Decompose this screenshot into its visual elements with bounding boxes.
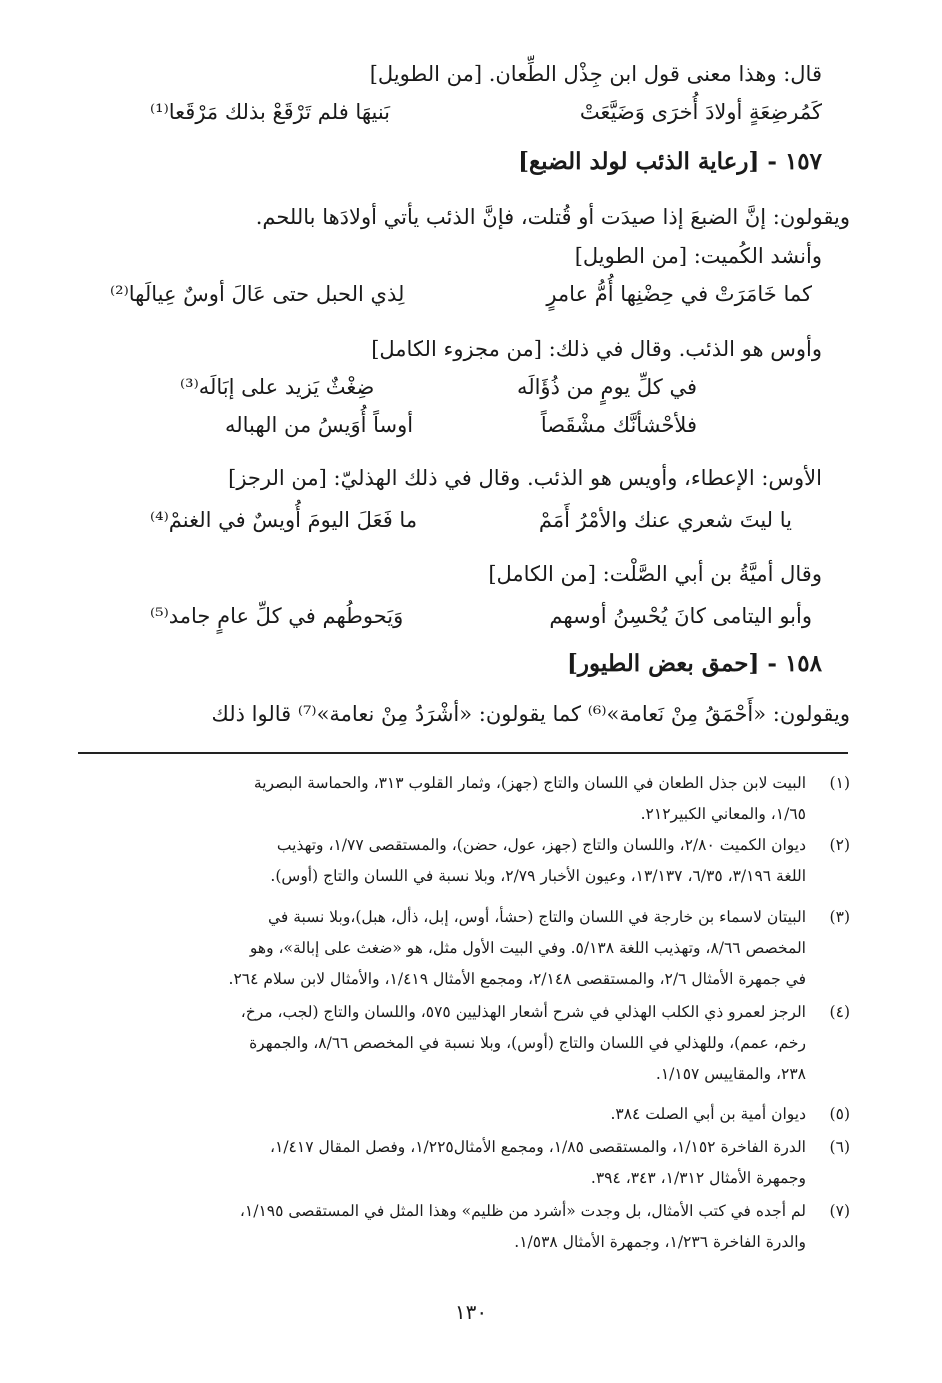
footnote-text-line: ١/٦٥، والمعاني الكبير٢١٢.	[640, 805, 806, 823]
footnote-text-line: الدرة الفاخرة ١/١٥٢، والمستقصى ١/٨٥، ومجمع الأمثال١/٢٢٥، وفصل المقال ١/٤١٧،	[269, 1138, 806, 1156]
section-158-title: ١٥٨ - [حمق بعض الطيور]	[567, 650, 822, 677]
footnote-text-line: البيتان لاسماء بن خارجة في اللسان والتاج (حشأ، أوس، إبل، ذأل، هبل)،وبلا نسبة في	[267, 908, 806, 926]
paragraph-5: ويقولون: «أَحْمَقُ مِنْ نَعامة»⁽⁶⁾ كما يقولون: «أشْرَدُ مِنْ نعامة»⁽⁷⁾ قالوا ذلك	[211, 702, 850, 726]
paragraph-2: وأوس هو الذئب. وقال في ذلك: [من مجزوء الكامل]	[371, 337, 822, 361]
footnote-number: (٥)	[829, 1105, 850, 1123]
verse-6-hemistich-a: وأبو اليتامى كانَ يُحْسِنُ أوسهم	[549, 604, 812, 628]
footnote-text-line: والدرة الفاخرة ١/٢٣٦، وجمهرة الأمثال ١/٥٣٨.	[514, 1233, 806, 1251]
footnote-text-line: اللغة ٣/١٩٦، ٦/٣٥، ١٣/١٣٧، وعيون الأخبار ٢/٧٩، وبلا نسبة في اللسان والتاج (أوس).	[270, 867, 806, 885]
footnote	[78, 1099, 850, 1130]
footnote-divider	[78, 752, 848, 754]
footnote	[78, 997, 850, 1090]
footnote-text-line: البيت لابن جذل الطعان في اللسان والتاج (جهز)، وثمار القلوب ٣١٣، والحماسة البصرية	[253, 774, 806, 792]
intro-line: قال: وهذا معنى قول ابن جِذْل الطِّعان. [من الطويل]	[369, 62, 822, 86]
footnote	[78, 1132, 850, 1194]
verse-5-hemistich-b: ما فَعَلَ اليومَ أُويسٌ في الغنمْ⁽⁴⁾	[150, 508, 418, 532]
verse-5-hemistich-a: يا ليتَ شعري عنك والأمْرُ أَمَمْ	[538, 508, 792, 532]
paragraph-1-line-2: وأنشد الكُميت: [من الطويل]	[574, 244, 822, 268]
verse-4-hemistich-a: فلأحْشأنَّك مشْقَصاً	[540, 413, 697, 437]
section-157-title: ١٥٧ - [رعاية الذئب لولد الضبع]	[518, 148, 822, 175]
footnote-text-line: الرجز لعمرو ذي الكلب الهذلي في شرح أشعار الهذليين ٥٧٥، واللسان والتاج (لجب، مرخ،	[240, 1003, 806, 1021]
footnote-number: (٧)	[829, 1202, 850, 1220]
footnote-text-line: في جمهرة الأمثال ٢/٦، والمستقصى ٢/١٤٨، ومجمع الأمثال ١/٤١٩، والأمثال لابن سلام ٢٦٤.	[228, 970, 806, 988]
page-number: ١٣٠	[454, 1300, 488, 1324]
verse-1-hemistich-a: كَمُرضِعَةٍ أولادَ أُخرَى وَضَيَّعَتْ	[579, 100, 822, 124]
verse-1-hemistich-b: بَنيهَا فلم تَرْقَعْ بذلك مَرْقَعا⁽¹⁾	[150, 100, 391, 124]
footnote	[78, 902, 850, 995]
footnote-text-line: المخصص ٨/٦٦، وتهذيب اللغة ٥/١٣٨. وفي البيت الأول مثل، هو «ضغث على إبالة»، وهو	[249, 939, 806, 957]
footnote-text-line: ديوان الكميت ٢/٨٠، واللسان والتاج (جهز، عول، حضن)، والمستقصى ١/٧٧، وتهذيب	[276, 836, 806, 854]
footnote-text-line: رخم، عمم)، وللهذلي في اللسان والتاج (أوس)، وبلا نسبة في المخصص ٨/٦٦، والجمهرة	[249, 1034, 806, 1052]
verse-4-hemistich-b: أوساً أُوَيسُ من الهباله	[225, 413, 414, 437]
verse-3-hemistich-b: ضِغْثٌ يَزيد على إبَالَه⁽³⁾	[180, 375, 375, 399]
verse-2-hemistich-a: كما خَامَرَتْ في حِضْنِها أُمُّ عامرٍ	[546, 282, 812, 306]
footnote-text-line: ديوان أمية بن أبي الصلت ٣٨٤.	[610, 1105, 806, 1123]
footnote-text-line: وجمهرة الأمثال ١/٣١٢، ٣٤٣، ٣٩٤.	[590, 1169, 806, 1187]
footnote-number: (٤)	[829, 1003, 850, 1021]
footnote	[78, 1196, 850, 1258]
footnote	[78, 768, 850, 830]
footnote-number: (٢)	[829, 836, 850, 854]
footnote-number: (٦)	[829, 1138, 850, 1156]
footnote-text-line: ٢٣٨، والمقاييس ١/١٥٧.	[655, 1065, 806, 1083]
footnote-text-line: لم أجده في كتب الأمثال، بل وجدت «أشرد من ظليم» وهذا المثل في المستقصى ١/١٩٥،	[239, 1202, 806, 1220]
footnote-number: (٣)	[829, 908, 850, 926]
verse-2-hemistich-b: لِذي الحبل حتى عَالَ أوسٌ عِيالَها⁽²⁾	[110, 282, 405, 306]
paragraph-4: وقال أميَّةُ بن أبي الصَّلْت: [من الكامل]	[488, 562, 822, 586]
footnote	[78, 830, 850, 892]
verse-3-hemistich-a: في كلِّ يومٍ من ذُؤَالَه	[516, 375, 697, 399]
footnote-number: (١)	[829, 774, 850, 792]
verse-6-hemistich-b: وَيَحوطُهم في كلِّ عامٍ جامد⁽⁵⁾	[150, 604, 404, 628]
paragraph-3: الأوس: الإعطاء، وأويس هو الذئب. وقال في ذلك الهذليّ: [من الرجز]	[228, 466, 822, 490]
paragraph-1-line-1: ويقولون: إنَّ الضبعَ إذا صيدَت أو قُتلت، فإنَّ الذئب يأتي أولادَها باللحم.	[255, 205, 850, 229]
